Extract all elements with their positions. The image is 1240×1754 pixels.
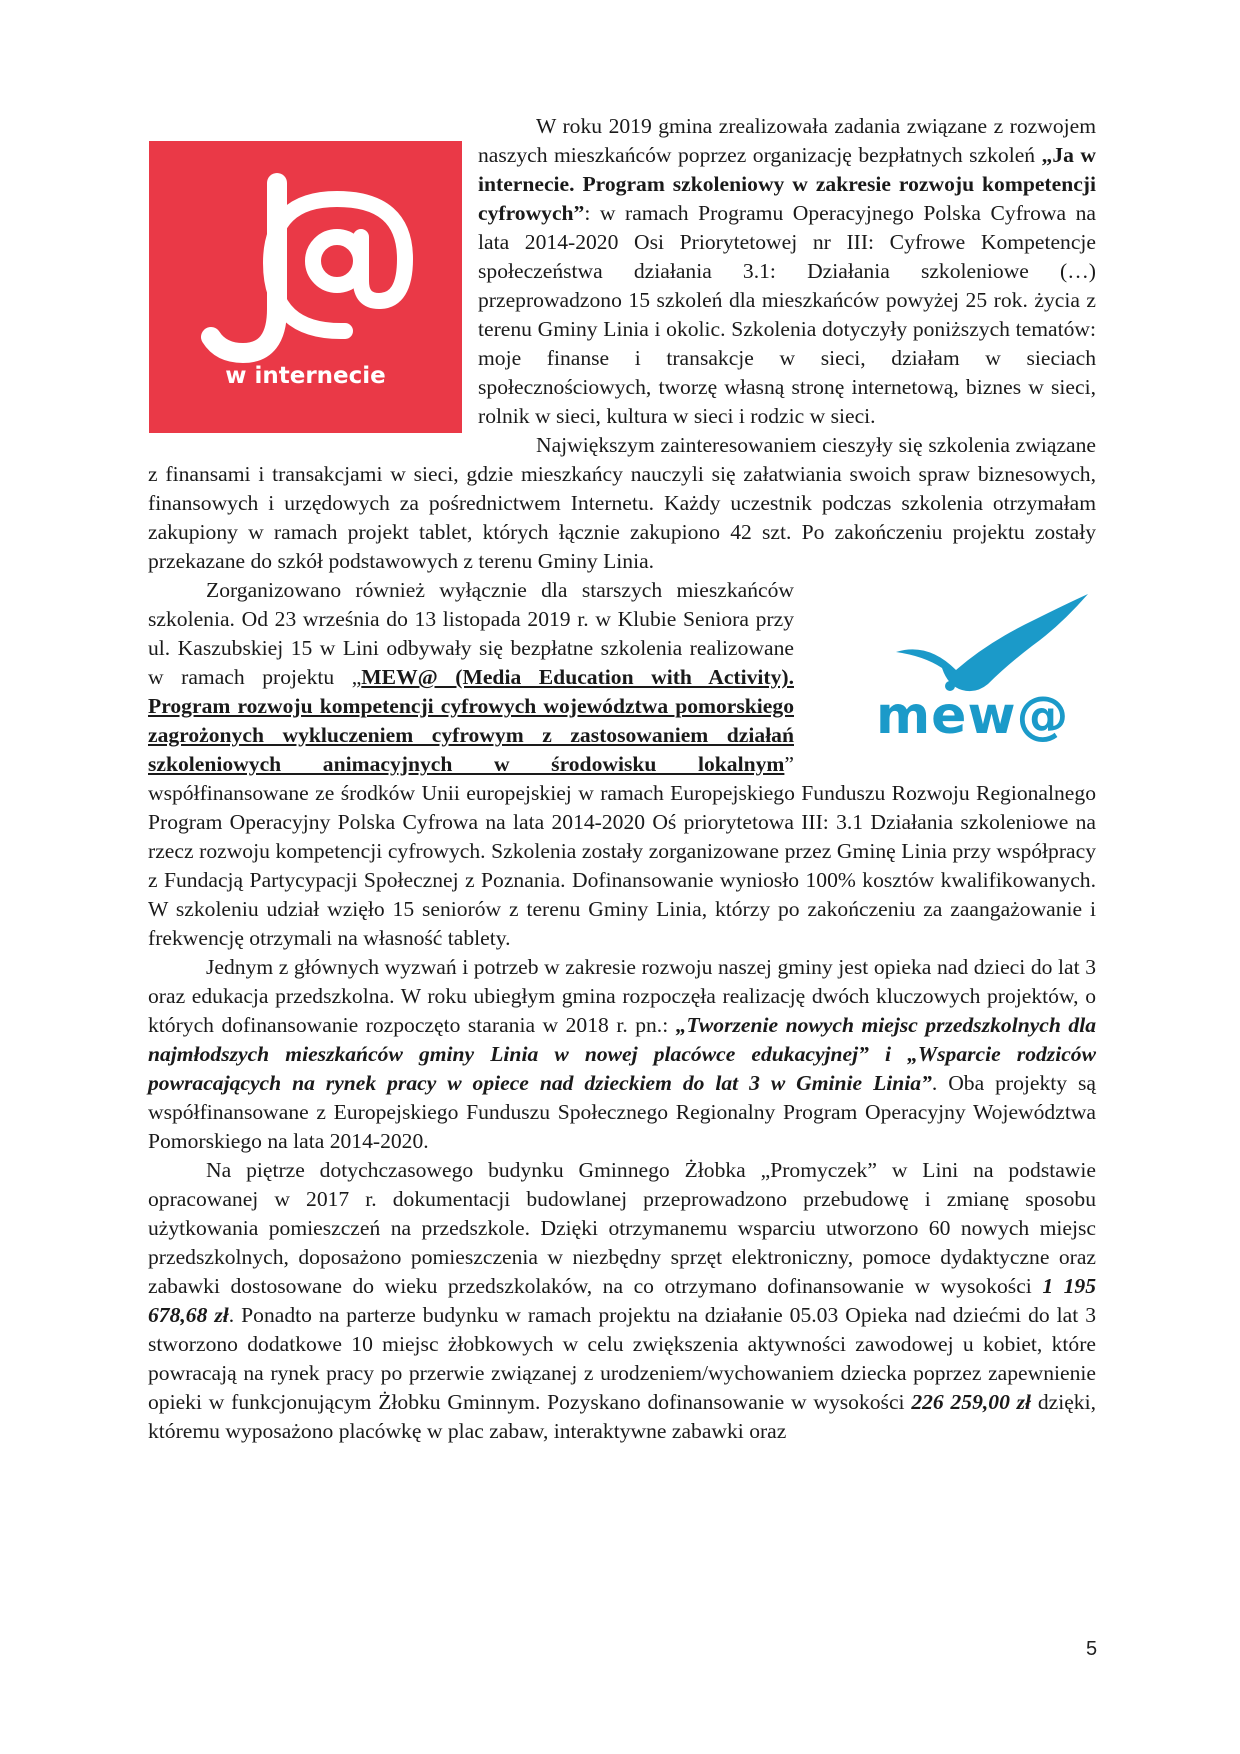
document-page — [148, 112, 1096, 1446]
paragraph-promyczek-funding: Na piętrze dotychczasowego budynku Gminnego Żłobka „Promyczek” w Lini na podstawie opracowanej w 2017 r. dokumentacji budowlanej przeprowadzono przebudowę i zmianę sposobu użytkowania pomieszczeń na przedszkole. Dzięki otrzymanemu wsparciu utworzono 60 nowych miejsc przedszkolnych, doposażono pomieszczenia w niezbędny sprzęt elektroniczny, pomoce dydaktyczne oraz zabawki dostosowane do wieku przedszkolaków, na co otrzymano dofinansowanie w wysokości 1 195 678,68 zł. Ponadto na parterze budynku w ramach projektu na działanie 05.03 Opieka nad dziećmi do lat 3 stworzono dodatkowe 10 miejsc żłobkowych w celu zwiększenia aktywności zawodowej u kobiet, które powracają na rynek pracy po przerwie związanej z urodzeniem/wychowaniem dziecka poprzez zapewnienie opieki w funkcjonującym Żłobku Gminnym. Pozyskano dofinansowanie w wysokości 226 259,00 zł dzięki, któremu wyposażono placówkę w plac zabaw, interaktywne zabawki oraz — [148, 1158, 1097, 1443]
paragraph-ja-w-internecie: W roku 2019 gmina zrealizowała zadania związane z rozwojem naszych mieszkańców poprzez organizację bezpłatnych szkoleń „Ja w internecie. Program szkoleniowy w zakresie rozwoju kompetencji cyfrowych”: w ramach Programu Operacyjnego Polska Cyfrowa na lata 2014-2020 Osi Priorytetowej nr III: Cyfrowe Kompetencje społeczeństwa działania 3.1: Działania szkoleniowe (…) przeprowadzono 15 szkoleń dla mieszkańców powyżej 25 rok. życia z terenu Gminy Linia i okolic. Szkolenia dotyczyły poniższych tematów: moje finanse i transakcje w sieci, działam w sieciach społecznościowych, tworzę własną stronę internetową, biznes w sieci, rolnik w sieci, kultura w sieci i rodzic w sieci. — [478, 114, 1096, 428]
paragraph-mew-project: Zorganizowano również wyłącznie dla starszych mieszkańców szkolenia. Od 23 września do 13 listopada 2019 r. w Klubie Seniora przy ul. Kaszubskiej 15 w Lini odbywały się bezpłatne szkolenia realizowane w ramach projektu „MEW@ (Media Education with Activity). Program rozwoju kompetencji cyfrowych województwa pomorskiego zagrożonych wykluczeniem cyfrowym z zastosowaniem działań szkoleniowych animacyjnych w środowisku lokalnym” współfinansowane ze środków Unii europejskiej w ramach Europejskiego Funduszu Rozwoju Regionalnego Program Operacyjny Polska Cyfrowa na lata 2014-2020 Oś priorytetowa III: 3.1 Działania szkoleniowe na rzecz rozwoju kompetencji cyfrowych. Szkolenia zostały zorganizowane przez Gminę Linia przy współpracy z Fundacją Partycypacji Społecznej z Poznania. Dofinansowanie wyniosło 100% kosztów kwalifikowanych. W szkoleniu udział wzięło 15 seniorów z terenu Gminy Linia, którzy po zakończeniu za zaangażowanie i frekwencję otrzymali na własność tablety. — [148, 578, 1096, 950]
ja-logo-mark-icon — [149, 141, 462, 433]
ja-w-internecie-logo — [149, 141, 462, 433]
mew-wordmark: mew@ — [876, 686, 1070, 746]
mew-logo — [864, 590, 1096, 764]
page-number: 5 — [1086, 1638, 1098, 1660]
paragraph-preschool-projects: Jednym z głównych wyzwań i potrzeb w zakresie rozwoju naszej gminy jest opieka nad dzieci do lat 3 oraz edukacja przedszkolna. W roku ubiegłym gmina rozpoczęła realizację dwóch kluczowych projektów, o których dofinansowanie rozpoczęto starania w 2018 r. pn.: „Tworzenie nowych miejsc przedszkolnych dla najmłodszych mieszkańców gminy Linia w nowej placówce edukacyjnej” i „Wsparcie rodziców powracających na rynek pracy w opiece nad dzieckiem do lat 3 w Gminie Linia”. Oba projekty są współfinansowane z Europejskiego Funduszu Społecznego Regionalny Program Operacyjny Województwa Pomorskiego na lata 2014-2020. — [148, 955, 1096, 1153]
paragraph-training-results: Największym zainteresowaniem cieszyły się szkolenia związane z finansami i transakcjami w sieci, gdzie mieszkańcy nauczyli się załatwiania swoich spraw biznesowych, finansowych i urzędowych za pośrednictwem Internetu. Każdy uczestnik podczas szkolenia otrzymałam zakupiony w ramach projekt tablet, których łącznie zakupiono 42 szt. Po zakończeniu projektu zostały przekazane do szkół podstawowych z terenu Gminy Linia. — [148, 433, 1096, 573]
ja-logo-caption: w internecie — [225, 363, 386, 389]
